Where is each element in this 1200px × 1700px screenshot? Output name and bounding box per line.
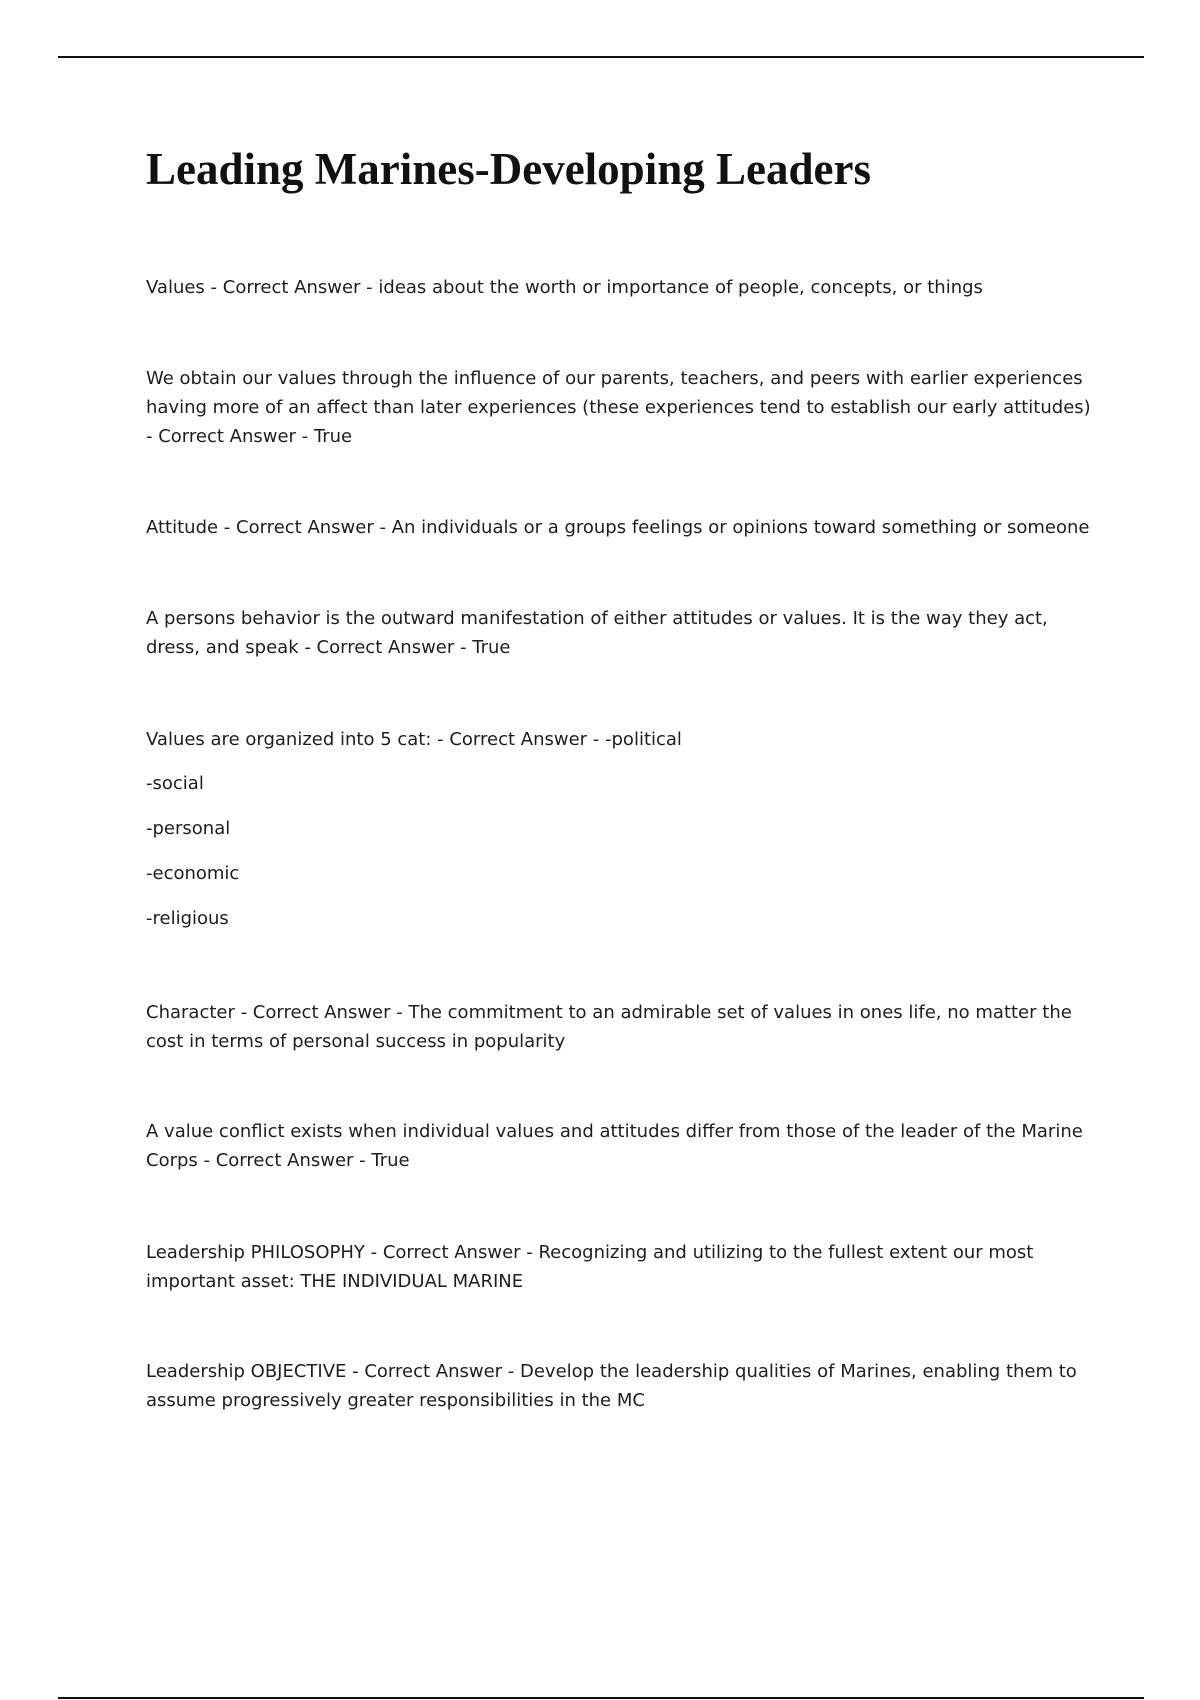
qa-entry-text: A value conflict exists when individual values and attitudes differ from those of the leader of the Marine Corps - Correct Answer - True: [146, 1121, 1083, 1171]
qa-entry-attitude: [146, 513, 1096, 542]
qa-entry-leadership-philosophy: [146, 1238, 1096, 1296]
top-rule: [58, 56, 1144, 58]
list-item: -social: [146, 773, 204, 794]
qa-entry-text: Leadership OBJECTIVE - Correct Answer - Develop the leadership qualities of Marines, enabling them to assume progressively greater responsibilities in the MC: [146, 1361, 1077, 1411]
list-item: -personal: [146, 818, 231, 839]
qa-entry-text: Values are organized into 5 cat: - Correct Answer - -political: [146, 729, 682, 750]
list-item: -economic: [146, 863, 240, 884]
qa-entry-obtain-values: [146, 364, 1096, 451]
list-item: -religious: [146, 908, 229, 929]
qa-entry-values: [146, 273, 1096, 302]
qa-entry-character: [146, 998, 1096, 1056]
qa-entry-value-conflict: [146, 1117, 1096, 1175]
qa-entry-text: Leadership PHILOSOPHY - Correct Answer - Recognizing and utilizing to the fullest extent our most important asset: THE INDIVIDUAL MARINE: [146, 1242, 1034, 1292]
document-title: Leading Marines-Developing Leaders: [146, 144, 871, 194]
qa-entry-behavior: [146, 604, 1096, 662]
qa-entry-text: We obtain our values through the influence of our parents, teachers, and peers with earlier experiences having more of an affect than later experiences (these experiences tend to establish our early attitudes) - Correct Answer - True: [146, 368, 1091, 447]
qa-entry-text: Attitude - Correct Answer - An individuals or a groups feelings or opinions toward something or someone: [146, 517, 1090, 538]
qa-entry-text: Character - Correct Answer - The commitment to an admirable set of values in ones life, no matter the cost in terms of personal success in popularity: [146, 1002, 1072, 1052]
qa-entry-leadership-objective: [146, 1357, 1096, 1415]
qa-entry-value-categories: [146, 725, 1096, 933]
bottom-rule: [58, 1697, 1144, 1699]
qa-entry-text: A persons behavior is the outward manifestation of either attitudes or values. It is the way they act, dress, and speak - Correct Answer - True: [146, 608, 1048, 658]
qa-entry-text: Values - Correct Answer - ideas about the worth or importance of people, concepts, or things: [146, 277, 983, 298]
